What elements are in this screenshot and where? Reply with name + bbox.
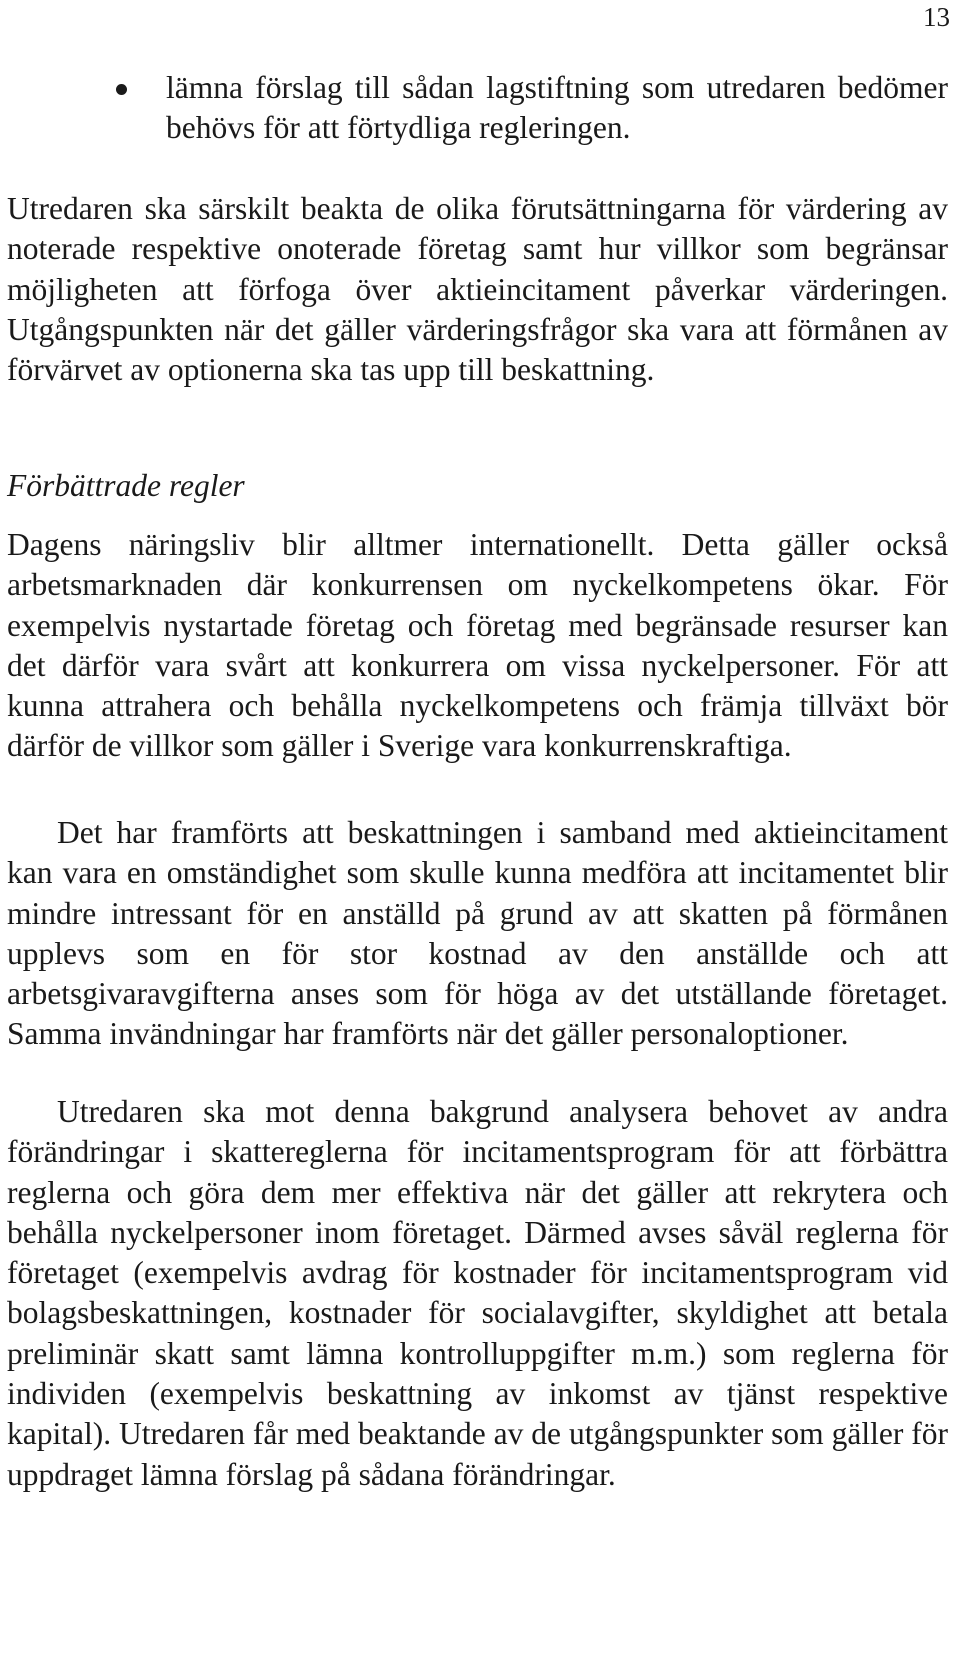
page-number: 13 <box>923 2 950 32</box>
bullet-text: lämna förslag till sådan lagstiftning som utredaren bedömer behövs för att förtydliga regleringen. <box>166 70 948 145</box>
bullet-icon <box>116 84 127 95</box>
paragraph-valuation: Utredaren ska särskilt beakta de olika förutsättningarna för värdering av noterade respektive onoterade företag samt hur villkor som begränsar möjligheten att förfoga över aktieincitament påverkar värderingen. Utgångspunkten när det gäller värderingsfrågor ska vara att förmånen av förvärvet av optionerna ska tas upp till beskattning. <box>7 191 948 388</box>
paragraph-taxation-concerns: Det har framförts att beskattningen i samband med aktieincitament kan vara en omständighet som skulle kunna medföra att incitamentet blir mindre intressant för en anställd på grund av att skatten på förmånen upplevs som en för stor kostnad av den anställde och att arbetsgivaravgifterna anses som för höga av det utställande företaget. Samma invändningar har framförts när det gäller personaloptioner. <box>7 815 948 1052</box>
paragraph-analysis-mandate: Utredaren ska mot denna bakgrund analysera behovet av andra förändringar i skattereglerna för incitamentsprogram för att förbättra reglerna och göra dem mer effektiva när det gäller att rekrytera och behålla nyckelpersoner inom företaget. Därmed avses såväl reglerna för företaget (exempelvis avdrag för kostnader för incitamentsprogram vid bolagsbeskattningen, kostnader för socialavgifter, skyldighet att betala preliminär skatt samt lämna kontrolluppgifter m.m.) som reglerna för individen (exempelvis beskattning av inkomst av tjänst respektive kapital). Utredaren får med beaktande av de utgångspunkter som gäller för uppdraget lämna förslag på sådana förändringar. <box>7 1094 948 1492</box>
paragraph-business-climate: Dagens näringsliv blir alltmer internationellt. Detta gäller också arbetsmarknaden där konkurrensen om nyckelkompetens ökar. För exempelvis nystartade företag och företag med begränsade resurser kan det därför vara svårt att konkurrera om vissa nyckelpersoner. För att kunna attrahera och behålla nyckelkompetens och främja tillväxt bör därför de villkor som gäller i Sverige vara konkurrenskraftiga. <box>7 527 948 764</box>
section-heading: Förbättrade regler <box>7 468 245 503</box>
